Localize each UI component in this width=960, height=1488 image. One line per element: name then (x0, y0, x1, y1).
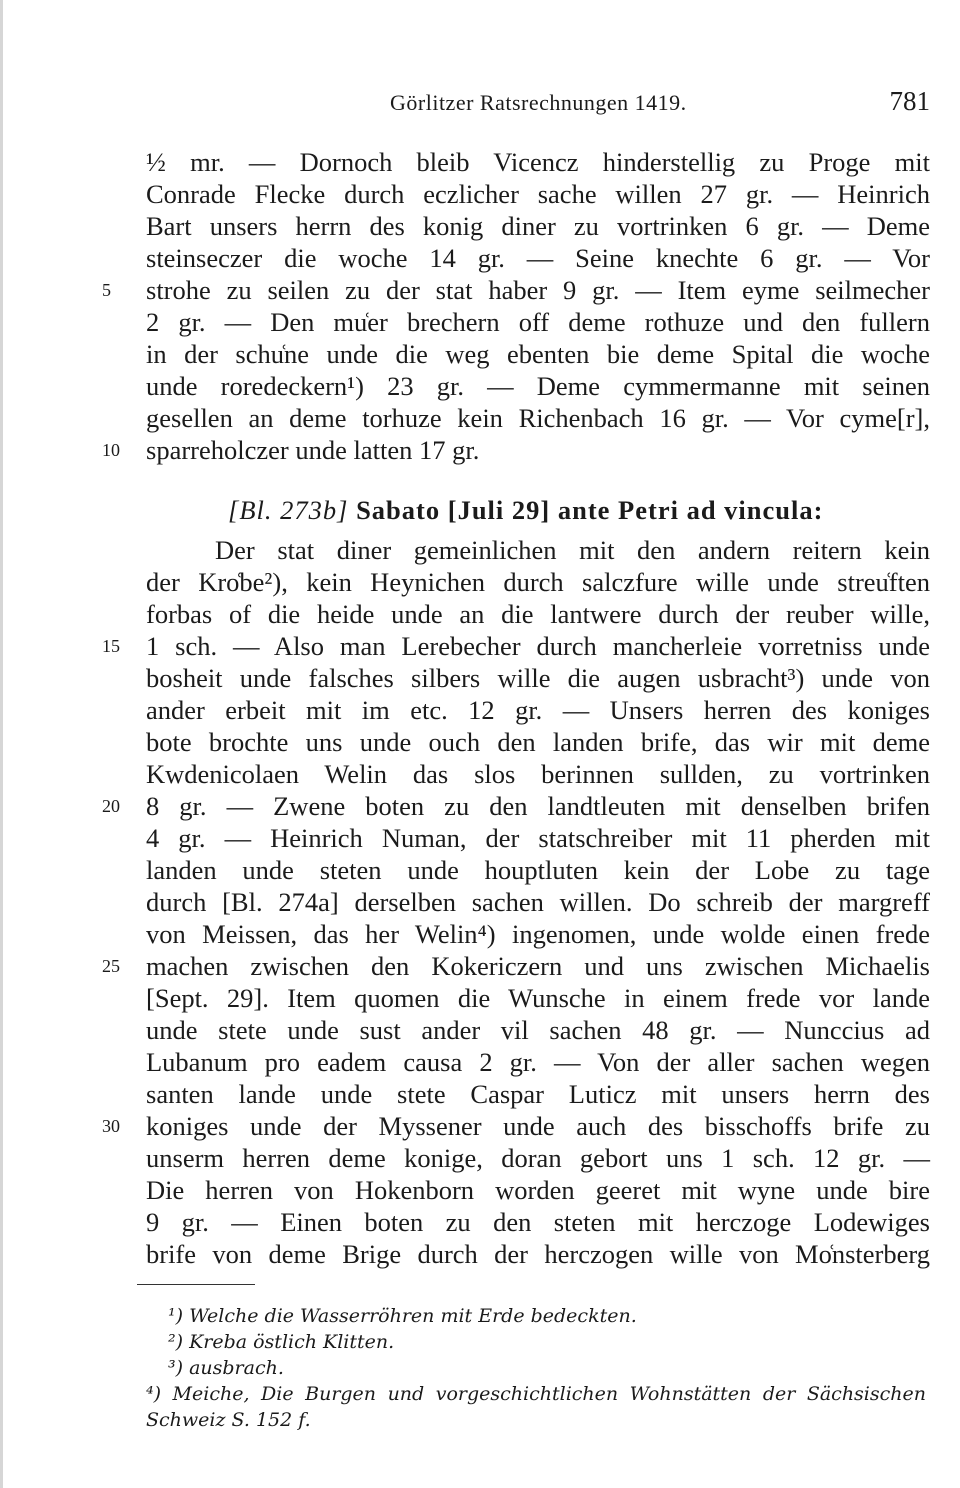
text-line: machen zwischen den Kokericzern und uns zwischen Michaelis (146, 951, 930, 981)
line-number: 15 (102, 636, 120, 656)
text-line: Kwdenicolaen Welin das slos berinnen sullden, zu vortrinken (146, 759, 930, 789)
page-number: 781 (889, 86, 930, 116)
text-line: bote brochte uns unde ouch den landen brife, das wir mit deme (146, 727, 930, 757)
section-heading-text: Sabato [Juli 29] ante Petri ad vincula: (356, 495, 824, 525)
footnote: ²) Kreba östlich Klitten. (168, 1331, 395, 1353)
text-line: unde roredeckern¹) 23 gr. — Deme cymmermanne mit seinen (146, 371, 930, 401)
text-line: strohe zu seilen zu der stat haber 9 gr. — Item eyme seilmecher (146, 275, 930, 305)
text-line: sparreholczer unde latten 17 gr. (146, 435, 480, 465)
running-header: Görlitzer Ratsrechnungen 1419. (390, 90, 687, 115)
text-line: landen unde steten unde houptluten kein der Lobe zu tage (146, 855, 930, 885)
text-line: [Sept. 29]. Item quomen die Wunsche in einem frede vor lande (146, 983, 930, 1013)
text-line: ½ mr. — Dornoch bleib Vicencz hinderstellig zu Proge mit (146, 147, 930, 177)
text-line: der Kro͑be²), kein Heynichen durch salczfure wille unde streu͑ften (146, 567, 930, 597)
text-line: 9 gr. — Einen boten zu den steten mit herczoge Lodewiges (146, 1207, 930, 1237)
page-edge-rule (0, 0, 3, 1488)
text-line: Lubanum pro eadem causa 2 gr. — Von der aller sachen wegen (146, 1047, 930, 1077)
text-line: durch [Bl. 274a] derselben sachen willen. Do schreib der margreff (146, 887, 930, 917)
footnote: ⁴) Meiche, Die Burgen und vorgeschichtlichen Wohnstätten der Sächsischen (146, 1383, 926, 1405)
text-line: 1 sch. — Also man Lerebecher durch mancherleie vorretniss unde (146, 631, 930, 661)
text-line: in der schu͑ne unde die weg ebenten bie deme Spital die woche (146, 339, 930, 369)
text-line: brife von deme Brige durch der herczogen wille von Mo͑nsterberg (146, 1239, 930, 1269)
line-number: 5 (102, 280, 111, 300)
text-line: santen lande unde stete Caspar Luticz mit unsers herrn des (146, 1079, 930, 1109)
text-line: von Meissen, das her Welin⁴) ingenomen, unde wolde einen frede (146, 919, 930, 949)
footnote: ³) ausbrach. (168, 1357, 284, 1379)
footnote: ¹) Welche die Wasserröhren mit Erde bedeckten. (168, 1305, 637, 1327)
text-line: gesellen an deme torhuze kein Richenbach 16 gr. — Vor cyme[r], (146, 403, 930, 433)
text-line: Die herren von Hokenborn worden geeret mit wyne unde bire (146, 1175, 930, 1205)
folio-reference: [Bl. 273b] (228, 495, 349, 525)
line-number: 20 (102, 796, 120, 816)
text-line: unserm herren deme konige, doran gebort uns 1 sch. 12 gr. — (146, 1143, 930, 1173)
text-line: 4 gr. — Heinrich Numan, der statschreiber mit 11 pherden mit (146, 823, 930, 853)
section-heading (228, 494, 823, 526)
text-line: bosheit unde falsches silbers wille die augen usbracht³) unde von (146, 663, 930, 693)
text-line: unde stete unde sust ander vil sachen 48 gr. — Nunccius ad (146, 1015, 930, 1045)
line-number: 10 (102, 440, 120, 460)
text-line: 2 gr. — Den mu͑er brechern off deme rothuze und den fullern (146, 307, 930, 337)
text-line: Der stat diner gemeinlichen mit den andern reitern kein (215, 535, 930, 565)
footnote-continuation: Schweiz S. 152 f. (146, 1409, 311, 1431)
footnote-separator (137, 1284, 255, 1285)
text-line: Conrade Flecke durch eczlicher sache willen 27 gr. — Heinrich (146, 179, 930, 209)
text-line: forbas of die heide unde an die lantwere durch der reuber wille, (146, 599, 930, 629)
text-line: koniges unde der Myssener unde auch des bisschoffs brife zu (146, 1111, 930, 1141)
text-line: Bart unsers herrn des konig diner zu vortrinken 6 gr. — Deme (146, 211, 930, 241)
line-number: 30 (102, 1116, 120, 1136)
text-line: 8 gr. — Zwene boten zu den landtleuten mit denselben brifen (146, 791, 930, 821)
text-line: steinseczer die woche 14 gr. — Seine knechte 6 gr. — Vor (146, 243, 930, 273)
text-line: ander erbeit mit im etc. 12 gr. — Unsers herren des koniges (146, 695, 930, 725)
line-number: 25 (102, 956, 120, 976)
